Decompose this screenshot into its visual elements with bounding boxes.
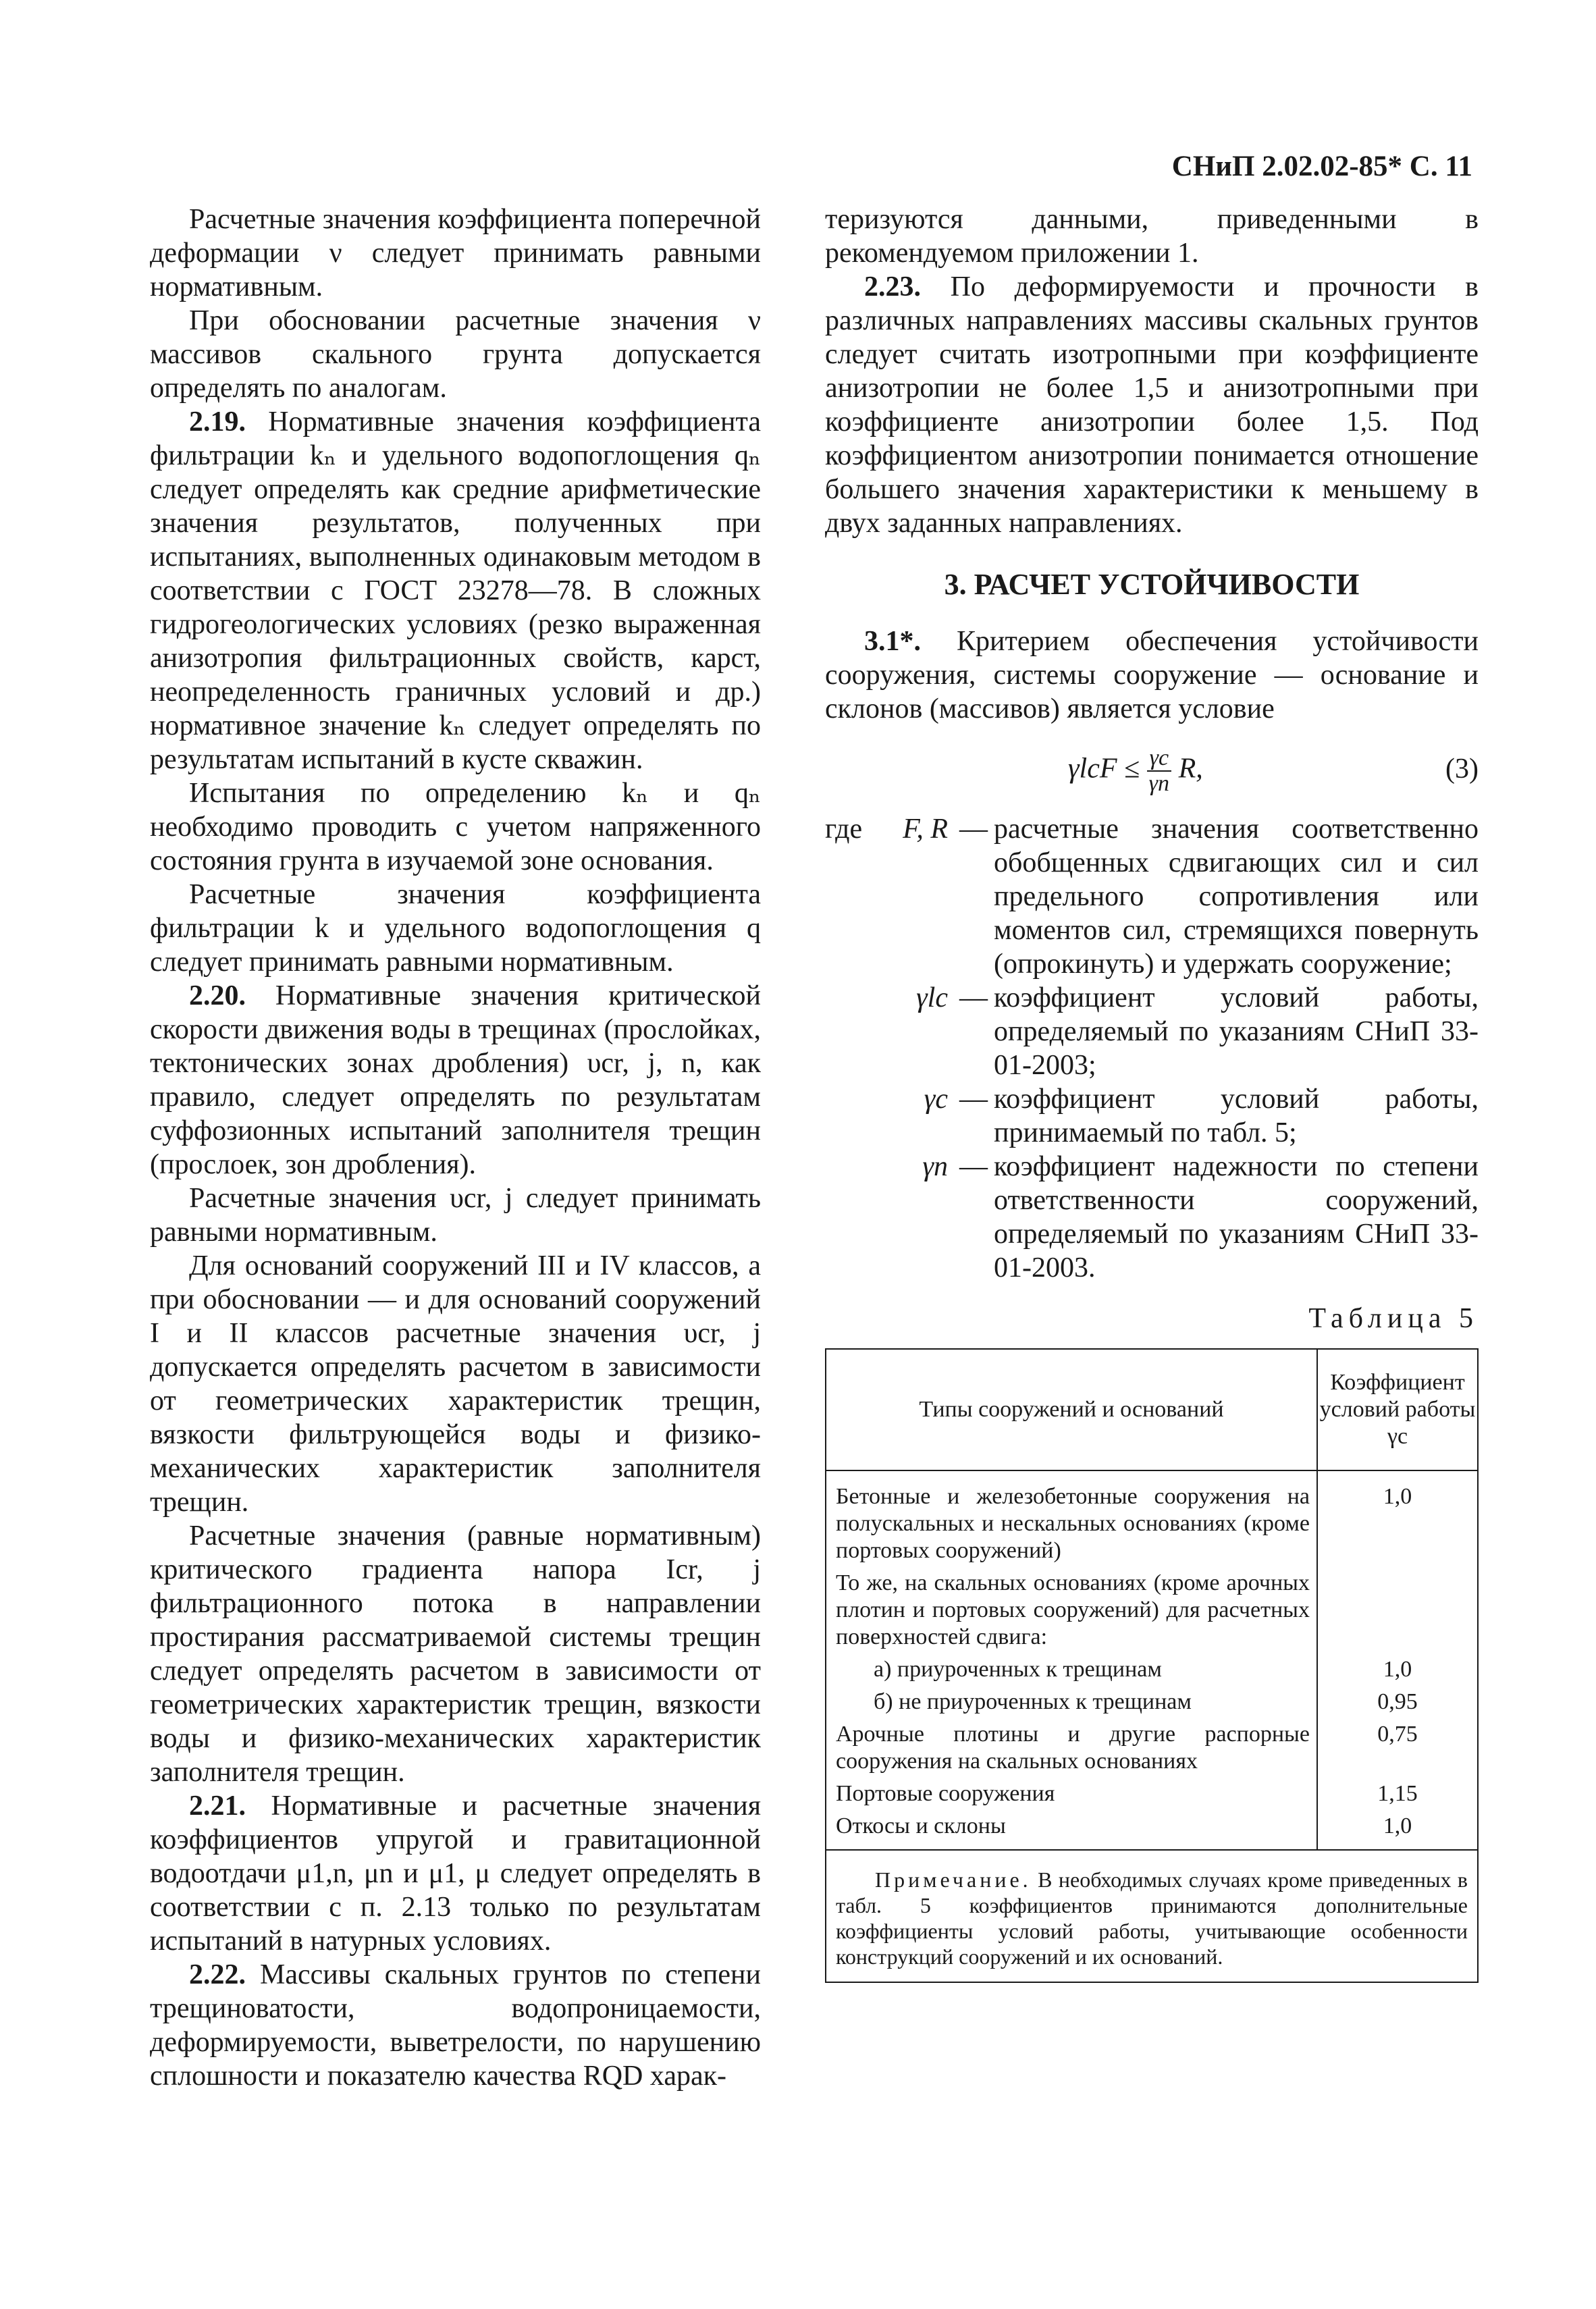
table-cell: 0,75 [1317,1718,1478,1778]
running-header: СНиП 2.02.02-85* С. 11 [1171,151,1472,182]
paragraph: Для оснований сооружений III и IV классов, а при обосновании — и для оснований сооружений I и II классов расчетные значения υcr, j допускается определять расчетом в зависимости от геометрических характеристик трещин, вязкости фильтрующейся воды и физико-механических характеристик заполнителя трещин. [150,1250,761,1518]
paragraph: Испытания по определению kₙ и qₙ необходимо проводить с учетом напряженного состояния грунта в изучаемой зоне основания. [150,778,761,876]
table-row [826,1686,1478,1718]
table-row [826,1718,1478,1778]
clause-number: 2.20. [189,980,246,1011]
formula-expression [1068,746,1203,796]
formula-lhs: γlcF ≤ [1068,753,1140,785]
definition-symbol: γn [922,1151,948,1182]
clause-number: 2.22. [189,1959,246,1990]
where-word: где [825,814,863,845]
paragraph: 2.21. Нормативные и расчетные значения коэффициентов упругой и гравитационной водоотдачи μ1,n, μn и μ1, μ следует определять в соответствии с п. 2.13 только по результатам испытаний в натурных условиях. [150,1790,762,1957]
paragraph: теризуются данными, приведенными в рекомендуемом приложении 1. [825,204,1479,269]
paragraph: Расчетные значения коэффициента поперечной деформации ν следует принимать равными нормативным. [150,204,761,302]
clause-number: 2.23. [864,271,921,302]
table-row [826,1470,1478,1567]
table-cell: 1,15 [1317,1778,1478,1810]
paragraph: 2.22. Массивы скальных грунтов по степени трещиноватости, водопроницаемости, деформируемости, выветрелости, по нарушению сплошности и показателю качества RQD харак- [150,1959,761,2092]
definition-text: коэффициент условий работы, принимаемый по табл. 5; [994,1084,1479,1148]
section-title: 3. РАСЧЕТ УСТОЙЧИВОСТИ [944,568,1360,601]
table-header-row [826,1349,1478,1470]
formula-rhs: R, [1178,753,1203,785]
definitions-list: где F, R — расчетные значения соответственно обобщенных сдвигающих сил и сил предельного сопротивления или моментов сил, стремящихся повернуть (опрокинуть) и удержать сооружение; γlc — коэффициент условий работы, определяемый по указаниям СНиП 33-01-2003; γc — коэффициент условий работы, принимаемый по табл. 5; γn — коэффициент надежности по степени ответственности сооружений, определяемый по указаниям СНиП 33-01-2003. [825,814,1479,1283]
definition-symbol: F, R [903,814,948,845]
note-label: Примечание. [875,1867,1032,1892]
definition-symbol: γlc [916,982,948,1013]
table-cell: 1,0 [1317,1810,1478,1850]
table-cell: 0,95 [1317,1686,1478,1718]
table-note-row [826,1850,1478,1982]
paragraph: 2.23. По деформируемости и прочности в различных направлениях массивы скальных грунтов следует считать изотропными при коэффициенте анизотропии не более 1,5 и анизотропными при коэффициенте анизотропии более 1,5. Под коэффициентом анизотропии понимается отношение большего значения характеристики к меньшему в двух заданных направлениях. [825,271,1479,539]
paragraph: Расчетные значения коэффициента фильтрации k и удельного водопоглощения q следует принимать равными нормативным. [150,879,761,978]
note-text: В необходимых случаях кроме приведенных в табл. 5 коэффициентов принимаются дополнительные коэффициенты условий работы, учитывающие особенности конструкций сооружений и их оснований. [836,1867,1468,1969]
clause-number: 3.1*. [864,626,921,657]
table-note [826,1850,1478,1982]
table-cell: Арочные плотины и другие распорные сооружения на скальных основаниях [826,1718,1317,1778]
table-cell: а) приуроченных к трещинам [826,1653,1317,1686]
fraction-denominator: γn [1148,771,1170,796]
formula [825,733,1479,812]
table-cell: 1,0 [1317,1470,1478,1567]
paragraph: Расчетные значения υcr, j следует принимать равными нормативным. [150,1183,761,1248]
right-column [825,203,1479,1983]
table-cell: Бетонные и железобетонные сооружения на полускальных и нескальных основаниях (кроме портовых сооружений) [826,1470,1317,1567]
coefficients-table [825,1348,1479,1983]
definition-text: коэффициент условий работы, определяемый по указаниям СНиП 33-01-2003; [994,982,1479,1081]
table-cell [1317,1567,1478,1653]
clause-number: 2.19. [189,406,246,437]
table-row [826,1567,1478,1653]
clause-number: 2.21. [189,1790,246,1822]
paragraph: При обосновании расчетные значения ν массивов скального грунта допускается определять по аналогам. [150,305,761,404]
left-column [150,203,761,2093]
table-header-cell: Коэффициент условий работы γc [1317,1349,1478,1470]
table-cell: То же, на скальных основаниях (кроме арочных плотин и портовых сооружений) для расчетных поверхностей сдвига: [826,1567,1317,1653]
paragraph: 2.20. Нормативные значения критической скорости движения воды в трещинах (прослойках, тектонических зонах дробления) υcr, j, n, как правило, следует определять по результатам суффозионных испытаний заполнителя трещин (прослоек, зон дробления). [150,980,761,1180]
table-cell: 1,0 [1317,1653,1478,1686]
formula-number: (3) [1445,753,1479,785]
table-header-cell: Типы сооружений и оснований [826,1349,1317,1470]
table-row [826,1778,1478,1810]
table-caption: Таблица 5 [1308,1303,1479,1334]
definition-symbol: γc [924,1084,948,1115]
paragraph: 2.19. Нормативные значения коэффициента фильтрации kₙ и удельного водопоглощения qₙ следует определять как средние арифметические значения результатов, полученных при испытаниях, выполненных одинаковым методом в соответствии с ГОСТ 23278—78. В сложных гидрогеологических условиях (резко выраженная анизотропия фильтрационных свойств, карст, неопределенность граничных условий и др.) нормативное значение kₙ следует определять по результатам испытаний в кусте скважин. [150,406,761,775]
definition-text: коэффициент надежности по степени ответственности сооружений, определяемый по указаниям СНиП 33-01-2003. [994,1151,1479,1283]
table-cell: Портовые сооружения [826,1778,1317,1810]
table-cell: Откосы и склоны [826,1810,1317,1850]
table-row [826,1810,1478,1850]
fraction-numerator: γc [1147,746,1172,772]
formula-fraction [1147,746,1172,796]
paragraph: Расчетные значения (равные нормативным) критического градиента напора Icr, j фильтрационного потока в направлении простирания рассматриваемой системы трещин следует определять расчетом в зависимости от геометрических характеристик трещин, вязкости воды и физико-механических характеристик заполнителя трещин. [150,1520,761,1788]
paragraph: 3.1*. Критерием обеспечения устойчивости сооружения, системы сооружение — основание и склонов (массивов) является условие [825,626,1479,724]
table-cell: б) не приуроченных к трещинам [826,1686,1317,1718]
table-row [826,1653,1478,1686]
definition-text: расчетные значения соответственно обобщенных сдвигающих сил и сил предельного сопротивления или моментов сил, стремящихся повернуть (опрокинуть) и удержать сооружение; [994,814,1479,980]
